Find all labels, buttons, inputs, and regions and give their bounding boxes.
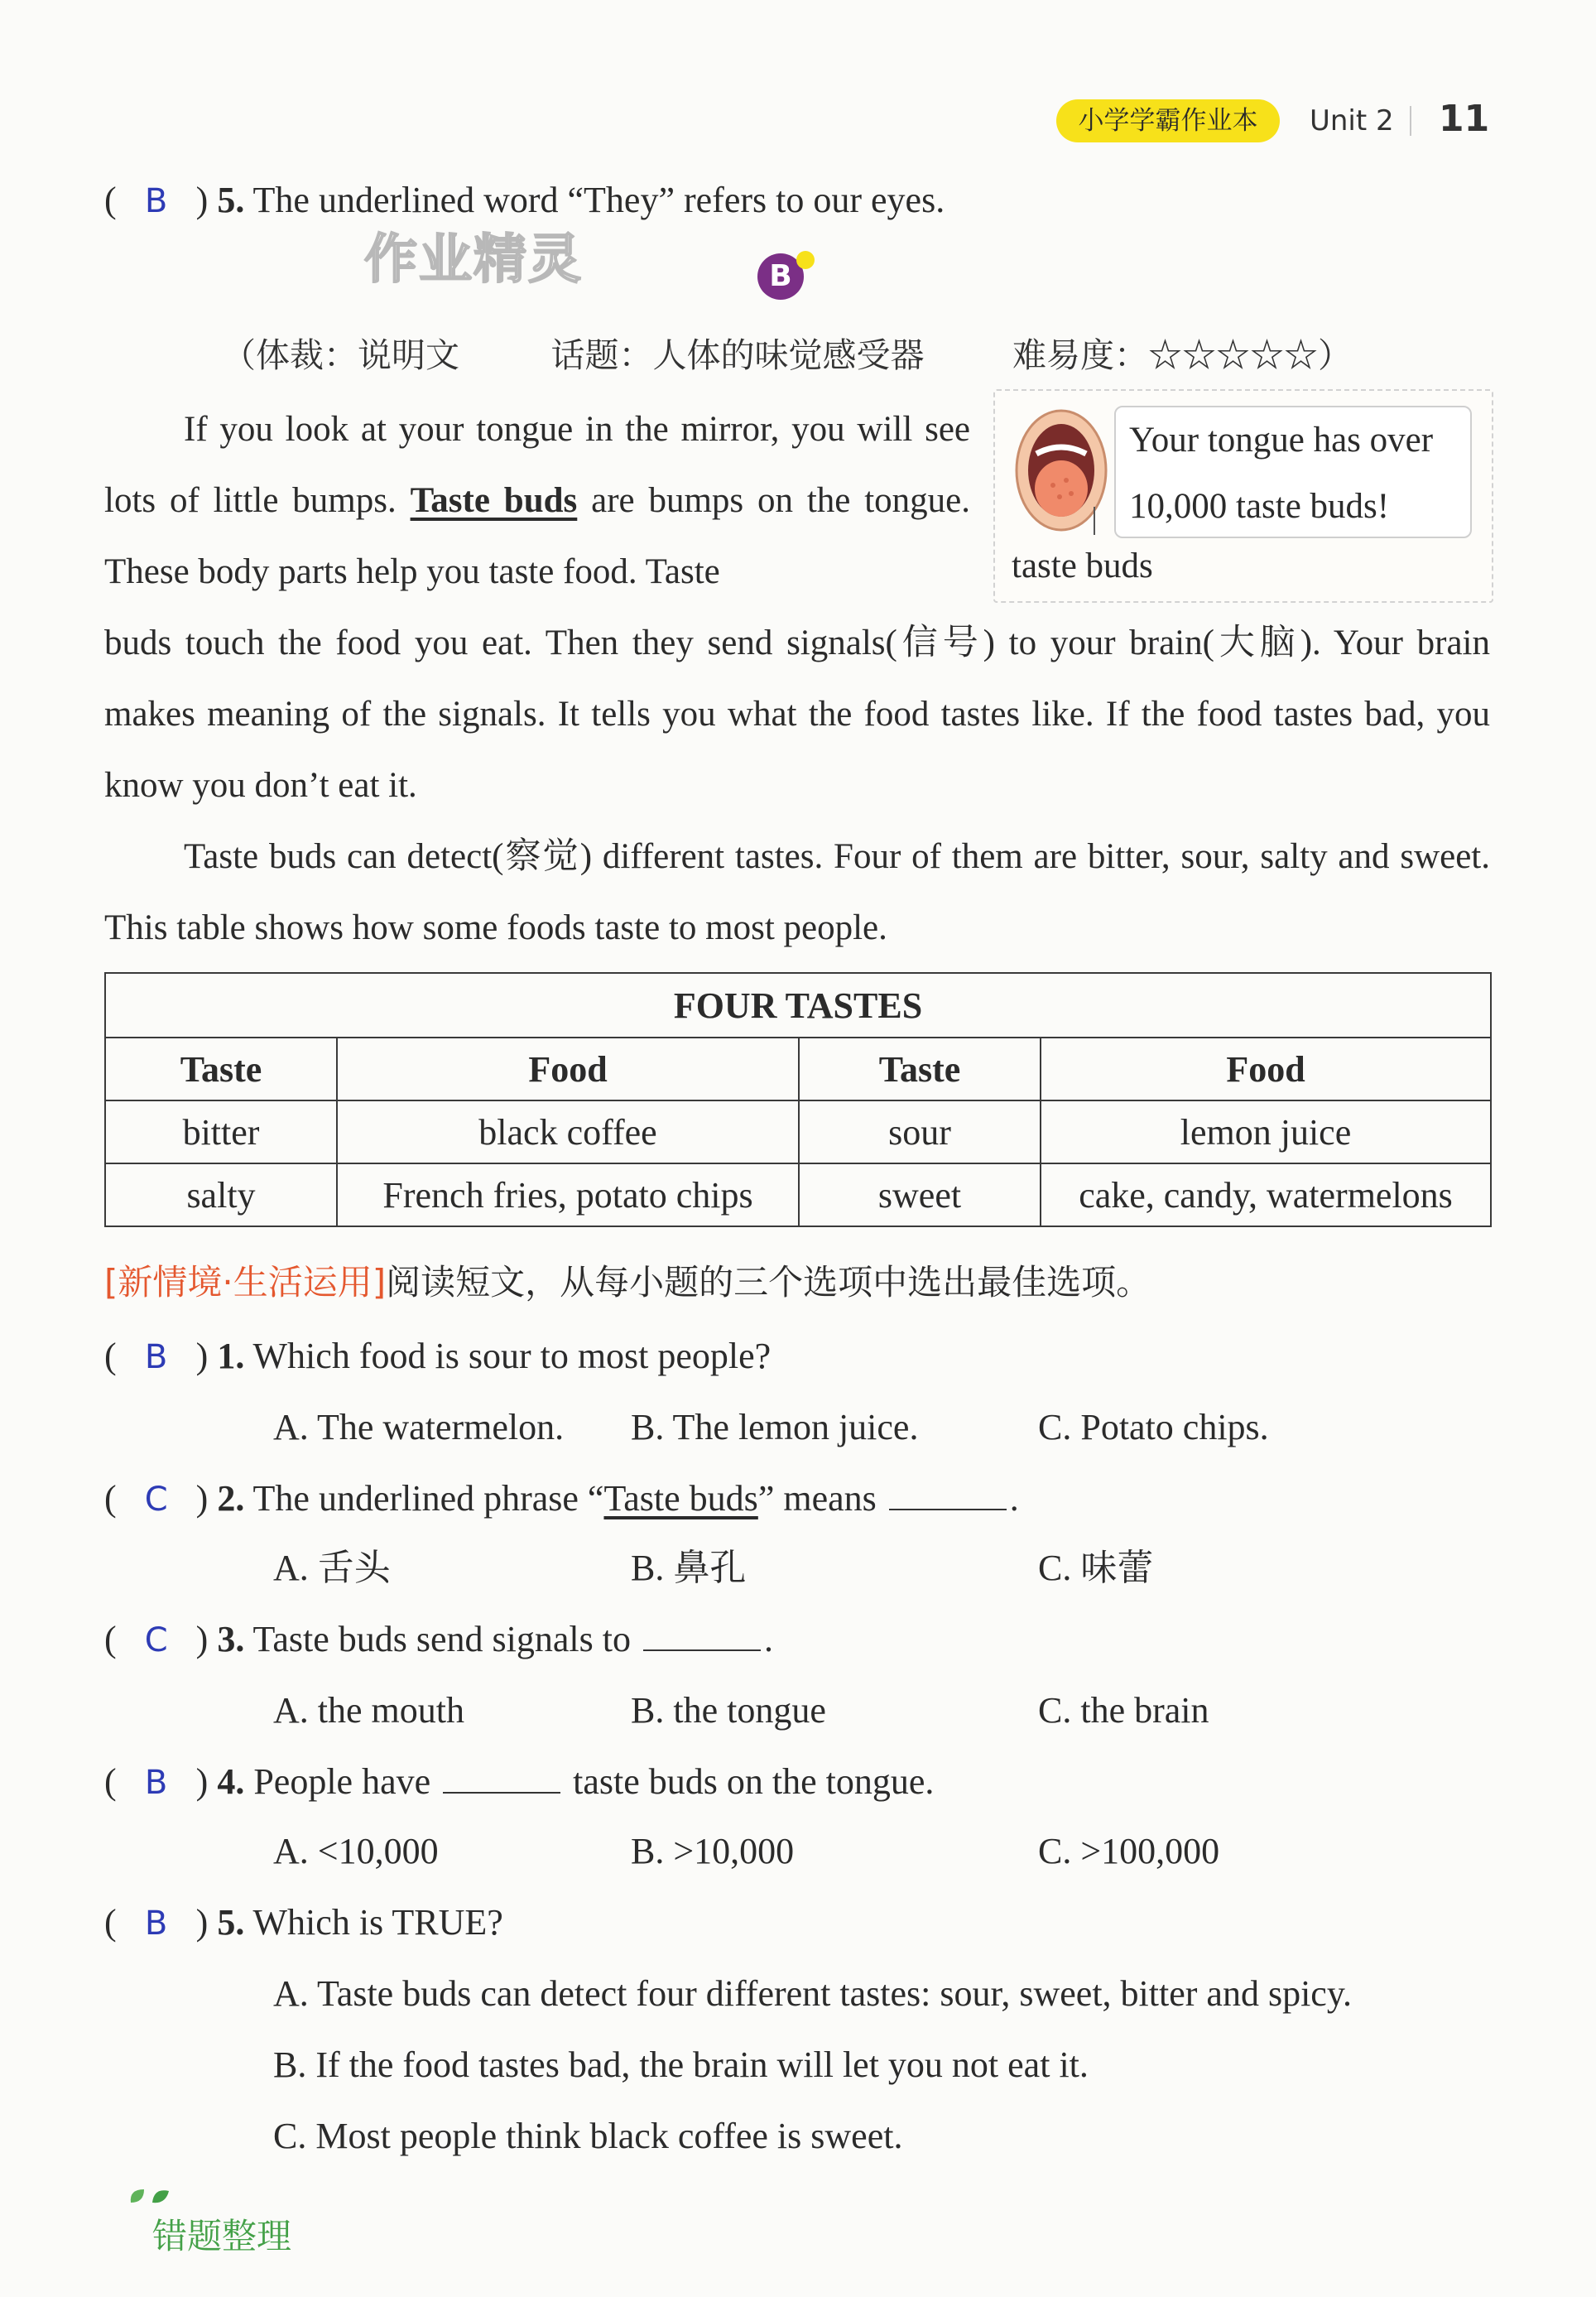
option-c: C. Potato chips. — [1038, 1407, 1269, 1447]
leaf-icon — [124, 2184, 174, 2209]
table-header: Food — [1041, 1038, 1491, 1100]
table-header: Taste — [799, 1038, 1041, 1100]
taste-buds-underlined: Taste buds — [410, 481, 578, 520]
passage-paragraph-1-cont — [104, 608, 1490, 821]
table-cell: cake, candy, watermelons — [1041, 1163, 1491, 1226]
question-3: ( C ) 3. Taste buds send signals to . — [104, 1616, 773, 1664]
passage-text: Taste buds can detect(察觉) different tastes. Four of them are bitter, sour, salty and sweet. This table shows how some foods taste to most people. — [104, 837, 1490, 947]
passage-paragraph-2 — [104, 821, 1490, 964]
option-c: C. >100,000 — [1038, 1831, 1220, 1871]
option-c: C. 味蕾 — [1038, 1548, 1154, 1588]
answer-mark: B — [144, 1764, 168, 1802]
passage-text: buds touch the food you eat. Then they send signals(信号) to your brain(大脑). Your brain makes meaning of the signals. It tells you what the food tastes like. If the food tastes bad, you know you don’t eat it. — [104, 624, 1490, 805]
table-header: Food — [337, 1038, 799, 1100]
instruction-text: 阅读短文，从每小题的三个选项中选出最佳选项。 — [386, 1262, 1151, 1303]
table-title: FOUR TASTES — [105, 973, 1491, 1038]
question-5: ( B ) 5. Which is TRUE? — [104, 1900, 503, 1947]
genre-line — [222, 330, 1352, 381]
underlined-phrase: Taste buds — [603, 1478, 758, 1519]
picture-label: taste buds — [1012, 547, 1153, 585]
option-c: C. Most people think black coffee is sweet. — [273, 2116, 903, 2156]
table-header: Taste — [105, 1038, 337, 1100]
question-stem: People have — [253, 1761, 431, 1802]
table-cell: black coffee — [337, 1100, 799, 1163]
table-cell: sweet — [799, 1163, 1041, 1226]
table-header-row — [105, 1038, 1491, 1100]
question-number: 4. — [217, 1761, 245, 1802]
topic-text: 话题：人体的味觉感受器 — [550, 336, 925, 374]
table-cell: sour — [799, 1100, 1041, 1163]
unit-label: Unit 2 — [1310, 104, 1394, 137]
option-a: A. Taste buds can detect four different tastes: sour, sweet, bitter and spicy. — [273, 1973, 1352, 2014]
speech-bubble — [1114, 406, 1472, 538]
question-stem: The underlined phrase “ — [252, 1478, 604, 1519]
question-stem: Which food is sour to most people? — [252, 1336, 772, 1376]
section-badge-dot — [796, 251, 815, 269]
option-c: C. the brain — [1038, 1690, 1209, 1731]
four-tastes-table — [104, 972, 1492, 1227]
table-cell: bitter — [105, 1100, 337, 1163]
watermark: 作业精灵 — [364, 229, 583, 291]
question-number: 1. — [217, 1336, 245, 1376]
option-b: B. the tongue — [631, 1690, 826, 1731]
question-number: 3. — [217, 1619, 245, 1659]
bubble-line-1: Your tongue has over — [1129, 421, 1434, 460]
option-b: B. >10,000 — [631, 1831, 795, 1871]
instruction — [104, 1257, 1151, 1308]
option-b: B. 鼻孔 — [631, 1548, 747, 1588]
option-b: B. The lemon juice. — [631, 1407, 919, 1447]
question-number: 5. — [217, 180, 245, 220]
option-b: B. If the food tastes bad, the brain will let you not eat it. — [273, 2044, 1089, 2085]
answer-mark: C — [144, 1621, 168, 1659]
table-row — [105, 1100, 1491, 1163]
answer-mark: B — [144, 1905, 168, 1943]
question-4: ( B ) 4. People have taste buds on the tongue. — [104, 1759, 934, 1806]
page-number: 11 — [1439, 98, 1490, 140]
question-stem-end: . — [1009, 1478, 1019, 1519]
option-a: A. the mouth — [273, 1690, 464, 1731]
header-divider — [1410, 106, 1411, 136]
question-stem: taste buds on the tongue. — [573, 1761, 935, 1802]
table-cell: French fries, potato chips — [337, 1163, 799, 1226]
section-badge: B — [757, 253, 804, 300]
answer-mark: B — [144, 1338, 168, 1376]
genre-text: （体裁：说明文 — [222, 336, 459, 374]
answer-mark: B — [144, 182, 168, 220]
prev-question-5: ( B ) 5. The underlined word “They” refers to our eyes. — [104, 177, 945, 224]
question-stem: ” means — [757, 1478, 877, 1519]
answer-blank — [643, 1618, 761, 1651]
table-cell: lemon juice — [1041, 1100, 1491, 1163]
answer-mark: C — [144, 1481, 168, 1519]
answer-blank — [889, 1477, 1007, 1510]
table-row — [105, 1163, 1491, 1226]
answer-blank — [443, 1760, 560, 1794]
question-text: The underlined word “They” refers to our eyes. — [252, 180, 945, 220]
question-number: 5. — [217, 1902, 245, 1943]
question-1: ( B ) 1. Which food is sour to most people? — [104, 1333, 771, 1380]
option-a: A. The watermelon. — [273, 1407, 565, 1447]
passage-text: If you look at your tongue in the mirror, you will see lots of little bumps. — [104, 410, 970, 520]
table-cell: salty — [105, 1163, 337, 1226]
question-2: ( C ) 2. The underlined phrase “Taste buds” means . — [104, 1476, 1019, 1523]
bubble-line-2: 10,000 taste buds! — [1129, 487, 1390, 526]
question-stem-end: . — [763, 1619, 773, 1659]
difficulty-text: 难易度：☆☆☆☆☆） — [1012, 336, 1352, 374]
mouth-tongue-icon — [1012, 404, 1109, 537]
passage-paragraph-1 — [104, 394, 970, 608]
book-title-badge: 小学学霸作业本 — [1056, 99, 1280, 142]
option-a: A. 舌头 — [273, 1548, 391, 1588]
question-number: 2. — [217, 1478, 245, 1519]
instruction-tag: [新情境·生活运用] — [104, 1262, 387, 1303]
question-stem: Taste buds send signals to — [252, 1619, 631, 1659]
passage-text: are bumps on the tongue. These body parts help you taste food. Taste — [104, 481, 970, 591]
option-a: A. <10,000 — [273, 1831, 439, 1871]
error-review-label: 错题整理 — [152, 2216, 292, 2256]
question-stem: Which is TRUE? — [252, 1902, 503, 1943]
